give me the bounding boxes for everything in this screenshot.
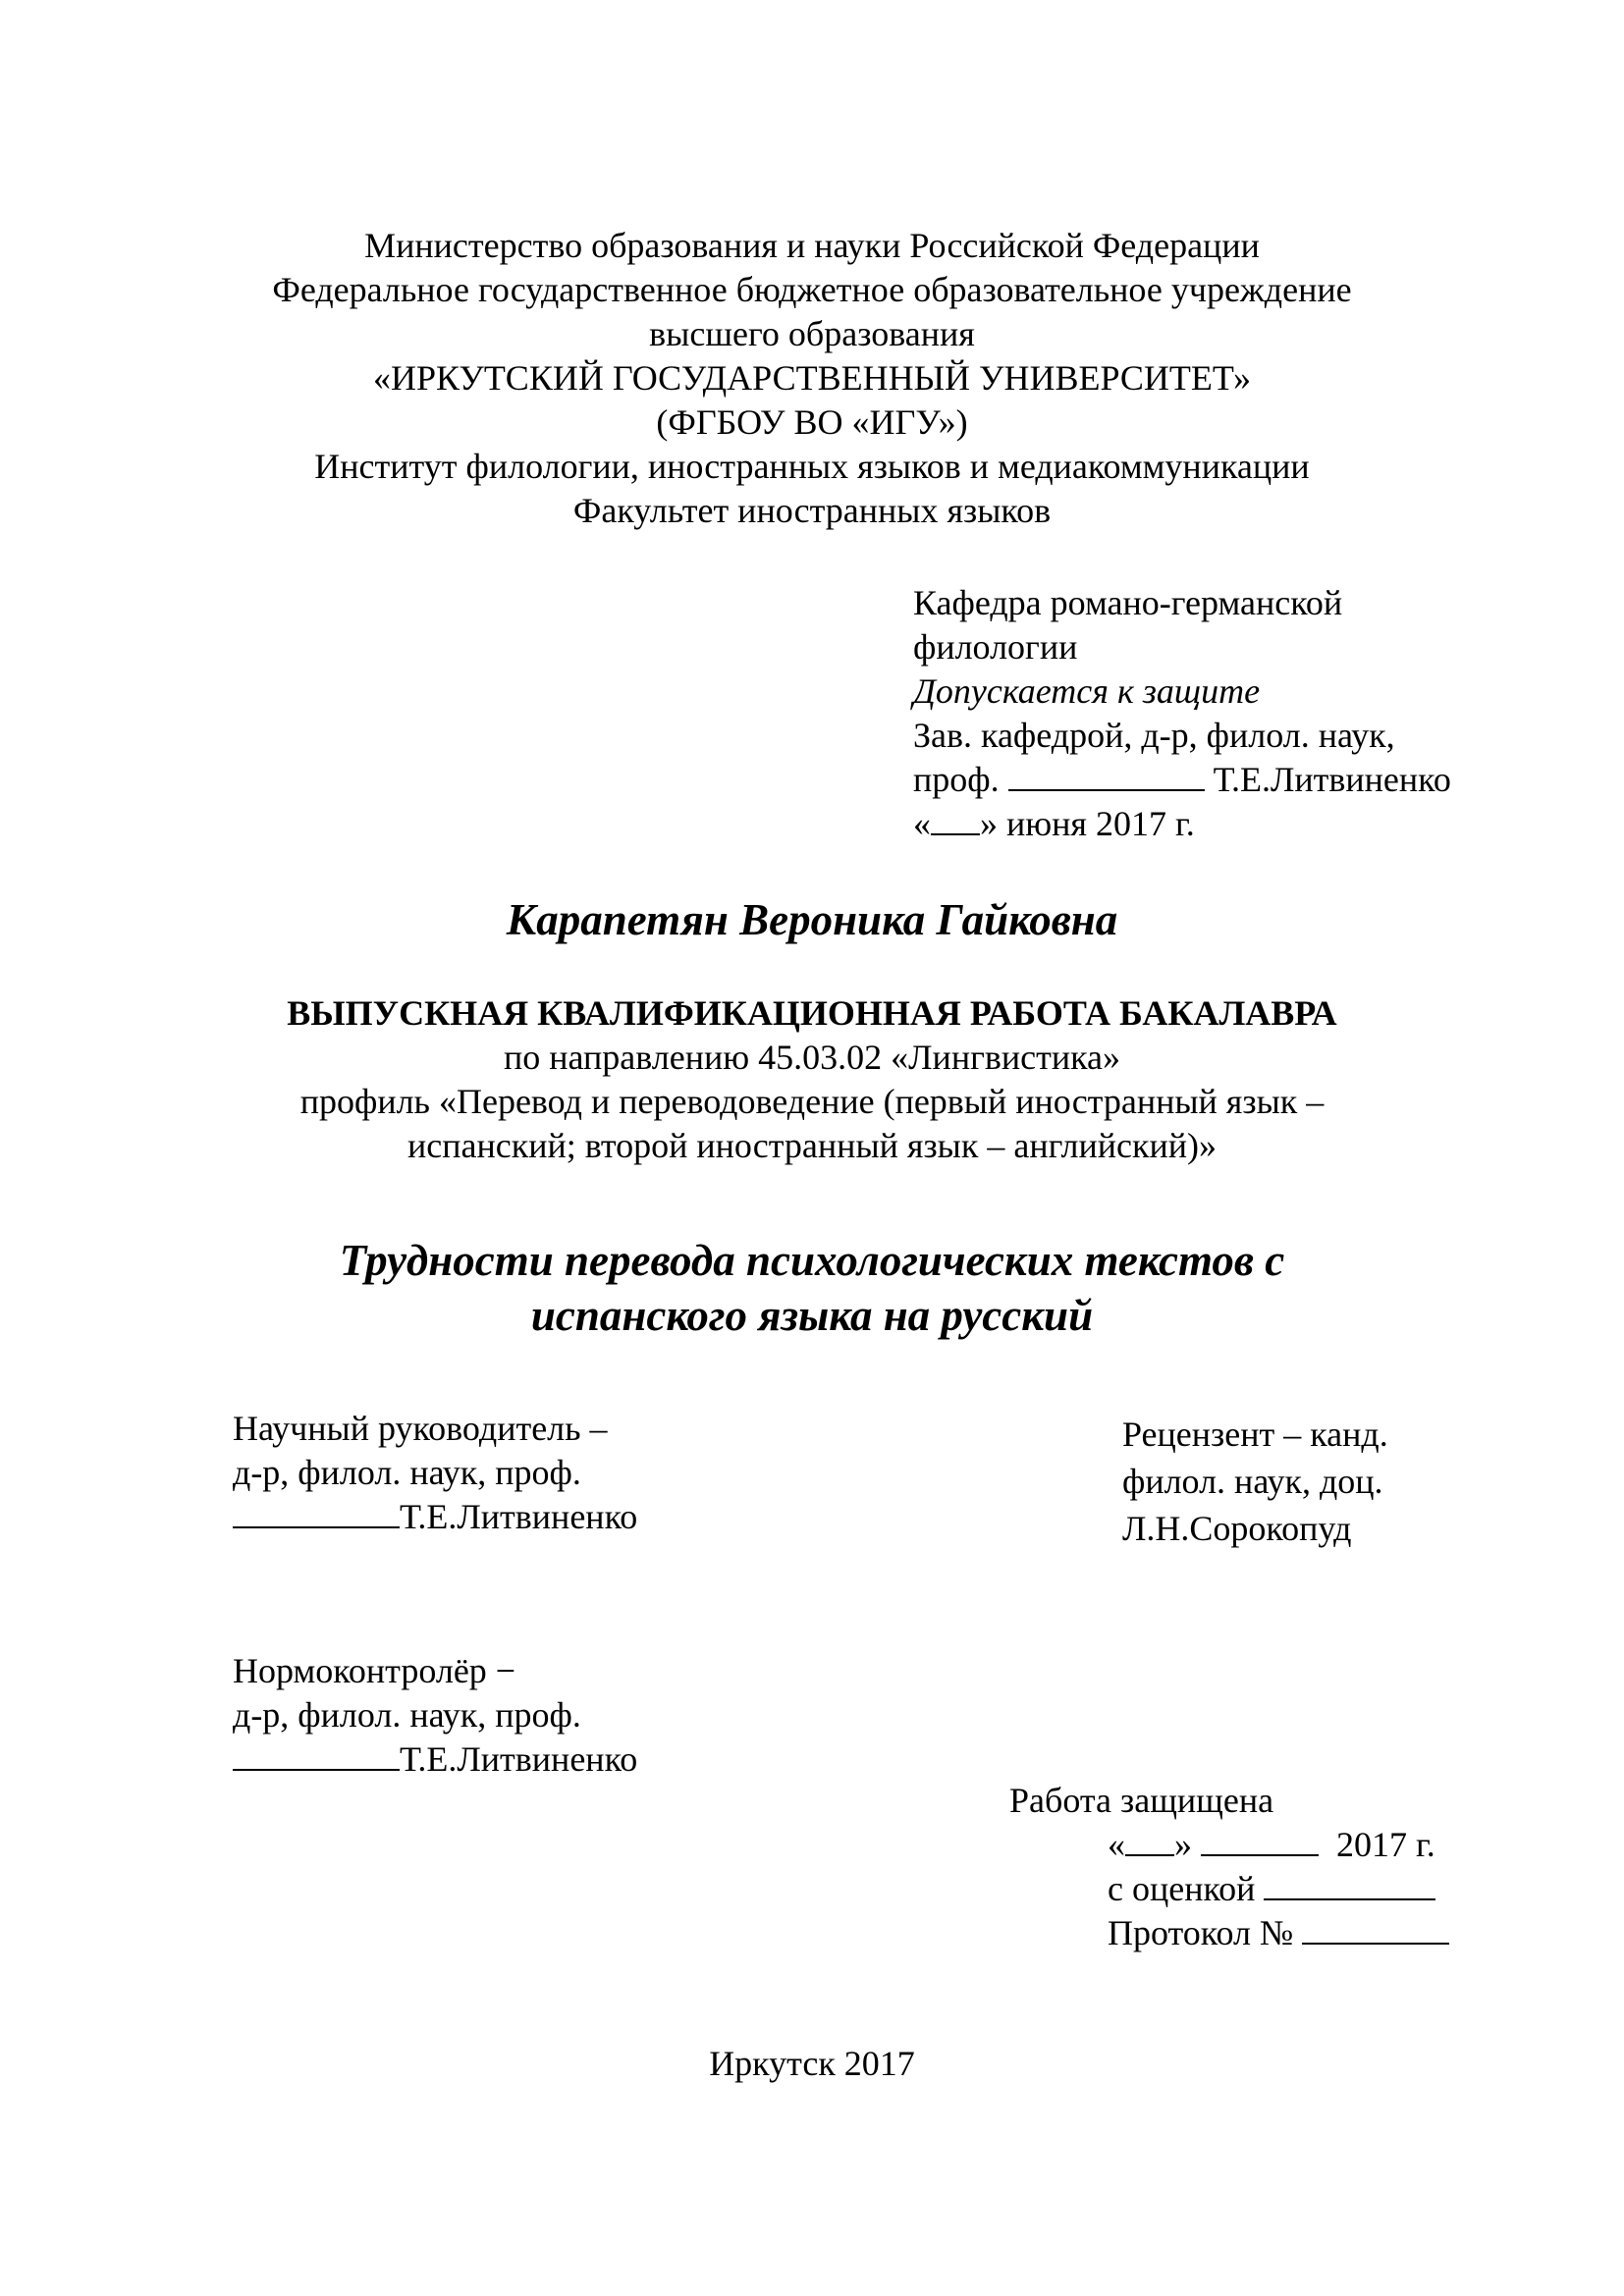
topic bbox=[0, 1233, 1624, 1343]
day-blank bbox=[1125, 1825, 1174, 1856]
work-profile-line-2: испанский; второй иностранный язык – английский)» bbox=[406, 1126, 1218, 1165]
month-blank bbox=[1201, 1825, 1319, 1856]
protocol-blank bbox=[1302, 1913, 1449, 1945]
head-signature-line bbox=[913, 758, 1451, 802]
date-close-text: » июня 2017 г. bbox=[980, 804, 1195, 843]
work-type: ВЫПУСКНАЯ КВАЛИФИКАЦИОННАЯ РАБОТА БАКАЛАВРА bbox=[287, 993, 1337, 1033]
day-blank bbox=[931, 804, 980, 835]
defense-year: 2017 г. bbox=[1336, 1825, 1435, 1864]
defense-protocol bbox=[1108, 1911, 1449, 1955]
protocol-label: Протокол № bbox=[1108, 1913, 1294, 1952]
admitted-label: Допускается к защите bbox=[913, 671, 1261, 711]
department-line-1: Кафедра романо-германской bbox=[913, 583, 1343, 622]
defense-date-mid: » bbox=[1174, 1825, 1192, 1864]
head-title: Зав. кафедрой, д-р, филол. наук, bbox=[913, 716, 1395, 755]
normcontrol-degree: д-р, филол. наук, проф. bbox=[233, 1695, 581, 1735]
signature-blank bbox=[1008, 760, 1205, 791]
work-profile-line-1: профиль «Перевод и переводоведение (первый иностранный язык – bbox=[299, 1082, 1325, 1121]
supervisor-degree: д-р, филол. наук, проф. bbox=[233, 1453, 581, 1492]
department-line-2: филологии bbox=[913, 627, 1078, 667]
date-open-quote: « bbox=[913, 804, 931, 843]
work-direction: по направлению 45.03.02 «Лингвистика» bbox=[503, 1038, 1121, 1077]
faculty-name: Факультет иностранных языков bbox=[572, 491, 1052, 530]
supervisor-name: Т.Е.Литвиненко bbox=[400, 1497, 638, 1536]
university-name: «ИРКУТСКИЙ ГОСУДАРСТВЕННЫЙ УНИВЕРСИТЕТ» bbox=[373, 358, 1251, 398]
approval-date bbox=[913, 802, 1451, 846]
defense-block bbox=[1009, 1779, 1273, 1823]
normcontrol-name: Т.Е.Литвиненко bbox=[400, 1739, 638, 1779]
ministry-line: Министерство образования и науки Российской Федерации bbox=[364, 226, 1260, 265]
header bbox=[0, 224, 1624, 533]
supervisor-role: Научный руководитель – bbox=[233, 1409, 608, 1448]
defense-date-open: « bbox=[1108, 1825, 1125, 1864]
city-year: Иркутск 2017 bbox=[709, 2044, 915, 2083]
grade-label: с оценкой bbox=[1108, 1869, 1256, 1908]
prof-prefix: проф. bbox=[913, 760, 1000, 799]
supervisor-signature-line bbox=[233, 1495, 637, 1539]
normcontrol-block bbox=[233, 1649, 637, 1782]
normcontrol-signature-line bbox=[233, 1737, 637, 1782]
work-block bbox=[0, 991, 1624, 1168]
reviewer-degree: филол. наук, доц. bbox=[1122, 1462, 1383, 1501]
defense-grade bbox=[1108, 1867, 1449, 1911]
defense-date bbox=[1108, 1823, 1449, 1867]
reviewer-block bbox=[1122, 1411, 1388, 1552]
signature-blank bbox=[233, 1497, 400, 1528]
supervisor-block bbox=[233, 1407, 637, 1539]
topic-line-2: испанского языка на русский bbox=[530, 1291, 1094, 1340]
reviewer-role: Рецензент – канд. bbox=[1122, 1415, 1388, 1454]
author-name: Карапетян Вероника Гайковна bbox=[506, 895, 1118, 944]
institution-line-2: высшего образования bbox=[649, 314, 975, 353]
defense-details bbox=[1108, 1823, 1449, 1955]
university-abbr: (ФГБОУ ВО «ИГУ») bbox=[656, 402, 968, 442]
signature-blank bbox=[233, 1739, 400, 1771]
grade-blank bbox=[1264, 1869, 1435, 1900]
defense-title: Работа защищена bbox=[1009, 1781, 1274, 1820]
institute-name: Институт филологии, иностранных языков и медиакоммуникации bbox=[314, 447, 1310, 486]
approval-block bbox=[913, 581, 1451, 846]
topic-line-1: Трудности перевода психологических текстов с bbox=[339, 1236, 1285, 1285]
normcontrol-role: Нормоконтролёр − bbox=[233, 1651, 516, 1690]
reviewer-name: Л.Н.Сорокопуд bbox=[1122, 1509, 1352, 1548]
head-name: Т.Е.Литвиненко bbox=[1213, 760, 1451, 799]
institution-line-1: Федеральное государственное бюджетное образовательное учреждение bbox=[272, 270, 1352, 309]
